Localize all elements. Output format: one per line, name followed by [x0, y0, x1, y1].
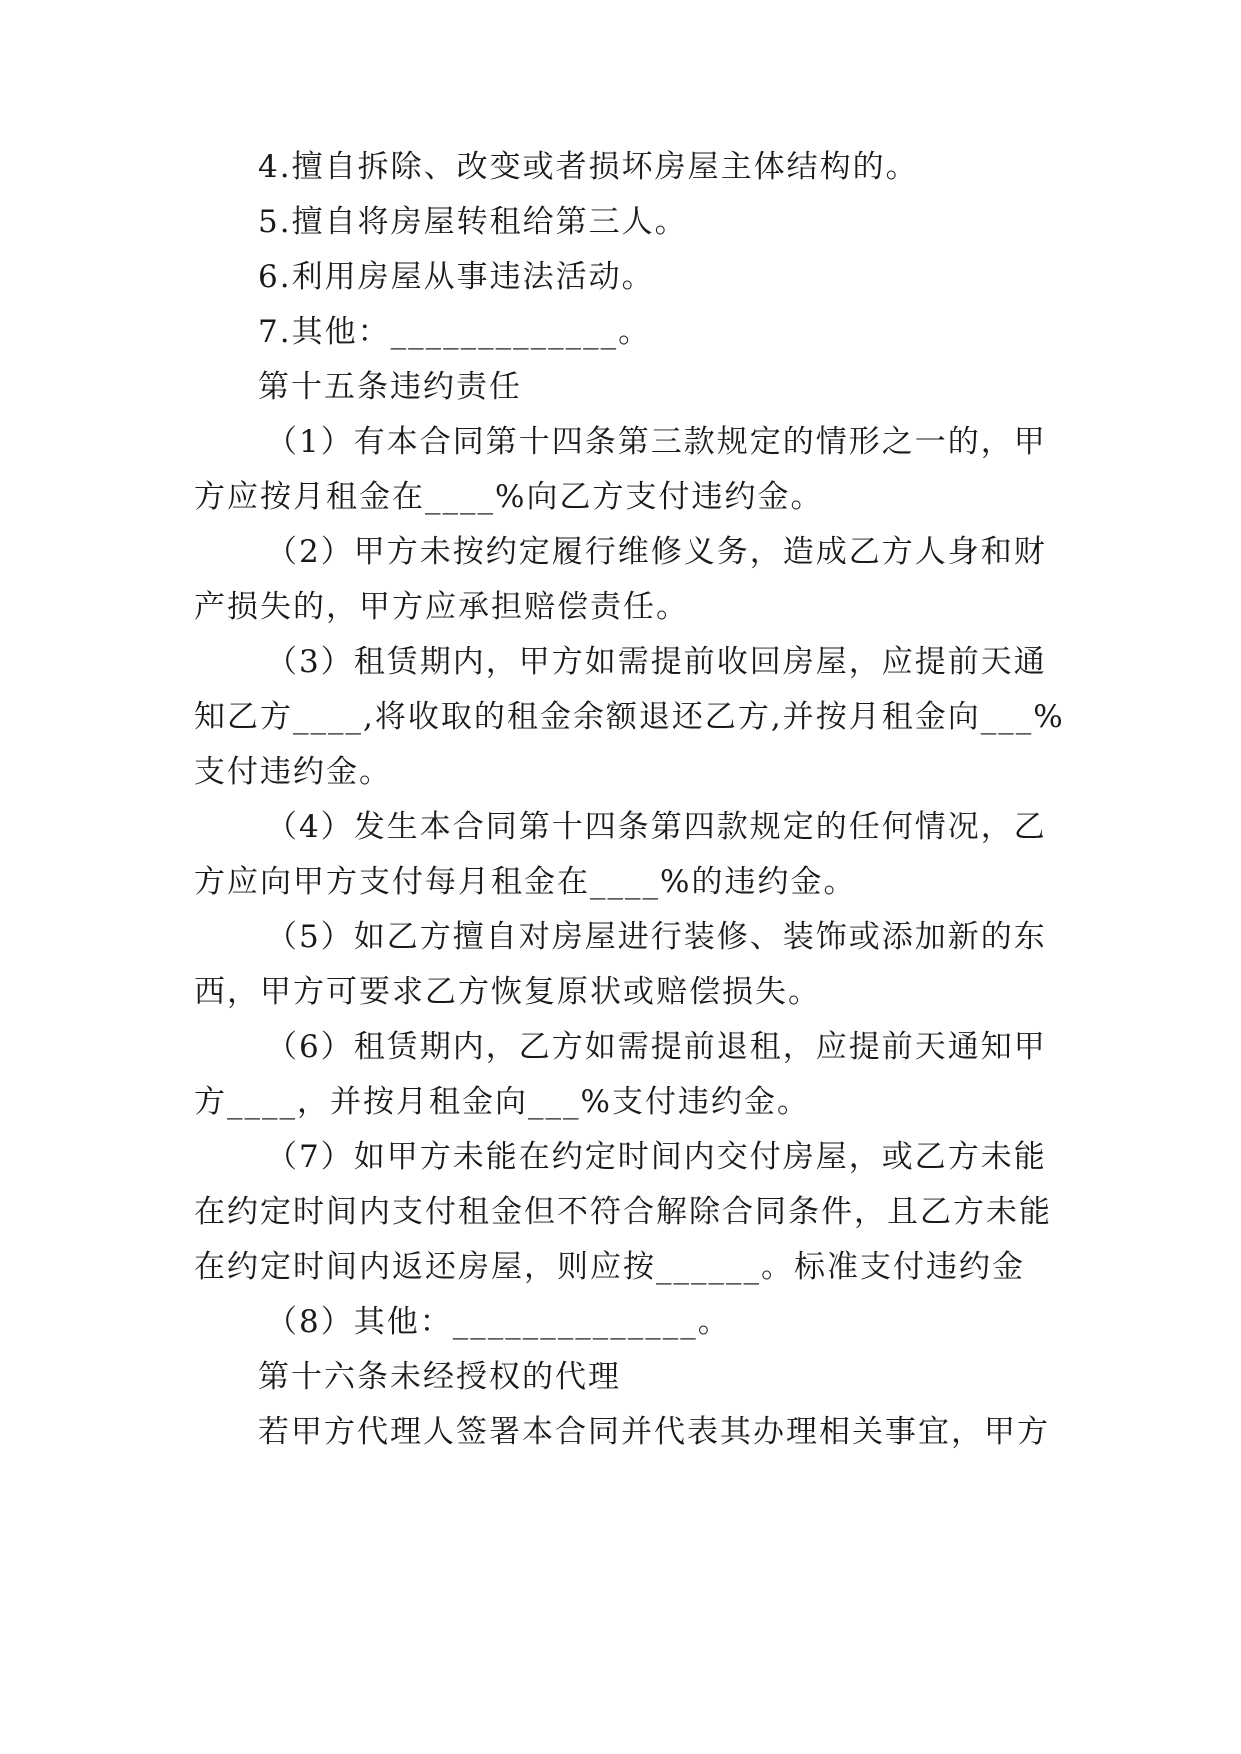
text-line: 方应按月租金在____%向乙方支付违约金。 [194, 479, 824, 515]
text-line: 支付违约金。 [194, 754, 392, 790]
text-line: 5.擅自将房屋转租给第三人。 [258, 204, 688, 240]
text-line: （5）如乙方擅自对房屋进行装修、装饰或添加新的东 [266, 919, 1047, 955]
text-line: （6）租赁期内，乙方如需提前退租，应提前天通知甲 [266, 1029, 1047, 1065]
text-line: （4）发生本合同第十四条第四款规定的任何情况，乙 [266, 809, 1047, 845]
text-line: 产损失的，甲方应承担赔偿责任。 [194, 589, 689, 625]
section-heading: 第十六条未经授权的代理 [258, 1359, 621, 1395]
text-line: （7）如甲方未能在约定时间内交付房屋，或乙方未能 [266, 1139, 1047, 1175]
text-line: （3）租赁期内，甲方如需提前收回房屋，应提前天通 [266, 644, 1047, 680]
text-line: 7.其他：_____________。 [258, 314, 652, 350]
text-line: （1）有本合同第十四条第三款规定的情形之一的，甲 [266, 424, 1047, 460]
text-line: 6.利用房屋从事违法活动。 [258, 259, 655, 295]
text-line: 方应向甲方支付每月租金在____%的违约金。 [194, 864, 857, 900]
section-heading: 第十五条违约责任 [258, 369, 522, 405]
text-line: 在约定时间内返还房屋，则应按______。标准支付违约金 [194, 1249, 1025, 1285]
text-line: 在约定时间内支付租金但不符合解除合同条件，且乙方未能 [194, 1194, 1052, 1230]
text-line: 方____，并按月租金向___%支付违约金。 [194, 1084, 810, 1120]
text-line: （8）其他：______________。 [266, 1304, 731, 1340]
text-line: 若甲方代理人签署本合同并代表其办理相关事宜，甲方 [258, 1414, 1050, 1450]
text-line: （2）甲方未按约定履行维修义务，造成乙方人身和财 [266, 534, 1047, 570]
text-line: 4.擅自拆除、改变或者损坏房屋主体结构的。 [258, 149, 919, 185]
text-line: 西，甲方可要求乙方恢复原状或赔偿损失。 [194, 974, 821, 1010]
text-line: 知乙方____,将收取的租金余额退还乙方,并按月租金向___% [194, 699, 1065, 735]
